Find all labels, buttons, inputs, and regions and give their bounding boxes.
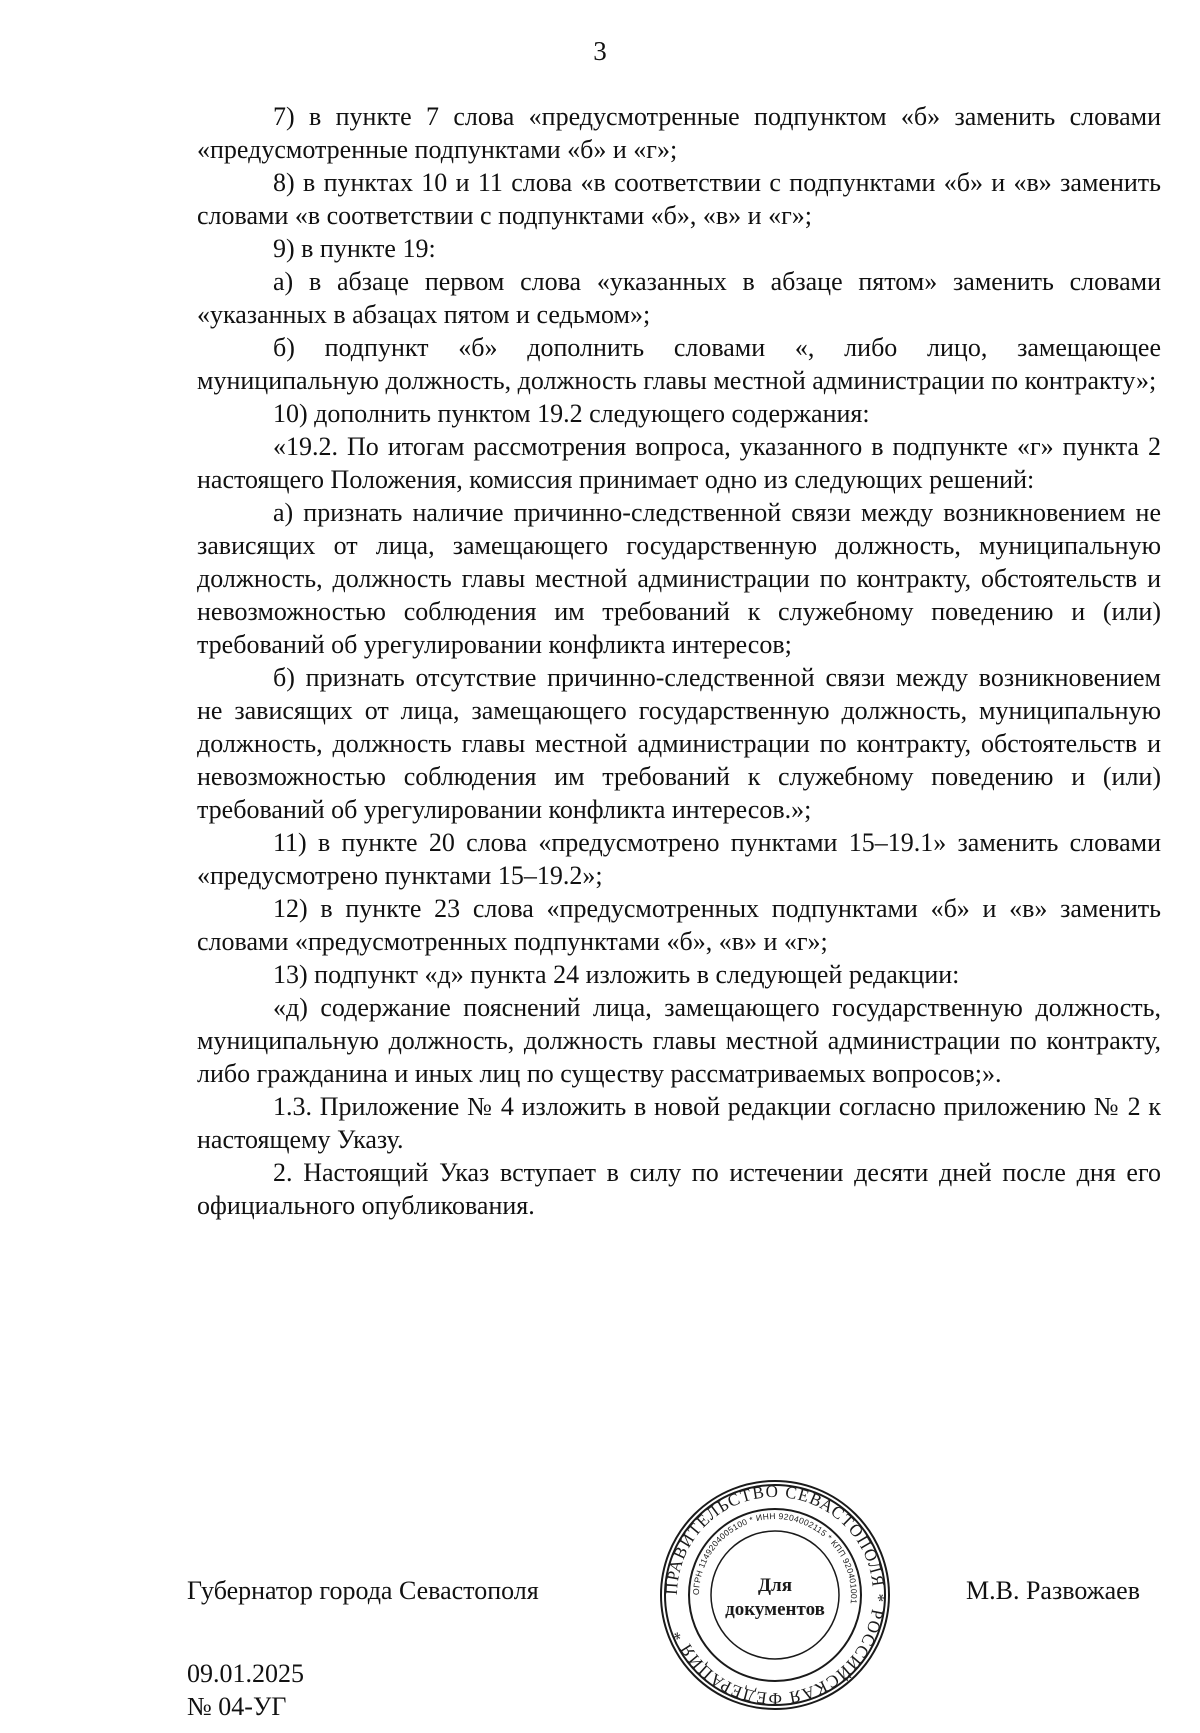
seal-center-line1: Для (757, 1575, 793, 1596)
seal-inner-text: ОГРН 1149204005100 * ИНН 9204002115 * КПП 920401001 (690, 1510, 860, 1605)
seal-center-line2: документов (725, 1599, 825, 1620)
paragraph: 9) в пункте 19: (273, 234, 436, 263)
document-body (197, 100, 1161, 1222)
paragraph: «19.2. По итогам рассмотрения вопроса, указанного в подпункте «г» пункта 2 настоящего Положения, комиссия принимает одно из следующих решений: (197, 432, 1161, 494)
paragraph: б) признать отсутствие причинно-следственной связи между возникновением не зависящих от лица, замещающего государственную должность, муниципальную должность, должность главы местной администрации по контракту, обстоятельств и невозможностью соблюдения им требований к служебному поведению и (или) требований об урегулировании конфликта интересов.»; (197, 663, 1161, 824)
paragraph: 7) в пункте 7 слова «предусмотренные подпунктом «б» заменить словами «предусмотренные подпунктами «б» и «г»; (197, 102, 1161, 164)
paragraph: 2. Настоящий Указ вступает в силу по истечении десяти дней после дня его официального опубликования. (197, 1158, 1161, 1220)
document-number: № 04-УГ (187, 1692, 287, 1721)
page-number: 3 (593, 36, 607, 66)
paragraph: «д) содержание пояснений лица, замещающего государственную должность, муниципальную должность, должность главы местной администрации по контракту, либо гражданина и иных лиц по существу рассматриваемых вопросов;». (197, 993, 1161, 1088)
paragraph: 11) в пункте 20 слова «предусмотрено пунктами 15–19.1» заменить словами «предусмотрено пунктами 15–19.2»; (197, 828, 1161, 890)
paragraph: б) подпункт «б» дополнить словами «, либо лицо, замещающее муниципальную должность, должность главы местной администрации по контракту»; (197, 333, 1161, 395)
seal-outer-text: ПРАВИТЕЛЬСТВО СЕВАСТОПОЛЯ * РОССИЙСКАЯ ФЕДЕРАЦИЯ * (661, 1481, 889, 1709)
paragraph: 1.3. Приложение № 4 изложить в новой редакции согласно приложению № 2 к настоящему Указу. (197, 1092, 1161, 1154)
paragraph: 13) подпункт «д» пункта 24 изложить в следующей редакции: (273, 960, 960, 989)
paragraph: 8) в пунктах 10 и 11 слова «в соответствии с подпунктами «б» и «в» заменить словами «в соответствии с подпунктами «б», «в» и «г»; (197, 168, 1161, 230)
paragraph: 10) дополнить пунктом 19.2 следующего содержания: (273, 399, 870, 428)
official-seal (655, 1478, 895, 1713)
paragraph: а) в абзаце первом слова «указанных в абзаце пятом» заменить словами «указанных в абзацах пятом и седьмом»; (197, 267, 1161, 329)
paragraph: а) признать наличие причинно-следственной связи между возникновением не зависящих от лица, замещающего государственную должность, муниципальную должность, должность главы местной администрации по контракту, обстоятельств и невозможностью соблюдения им требований к служебному поведению и (или) требований об урегулировании конфликта интересов; (197, 498, 1161, 659)
signatory-title: Губернатор города Севастополя (187, 1576, 539, 1605)
document-date: 09.01.2025 (187, 1659, 304, 1688)
paragraph: 12) в пункте 23 слова «предусмотренных подпунктами «б» и «в» заменить словами «предусмотренных подпунктами «б», «в» и «г»; (197, 894, 1161, 956)
signatory-name: М.В. Развожаев (965, 1576, 1140, 1605)
